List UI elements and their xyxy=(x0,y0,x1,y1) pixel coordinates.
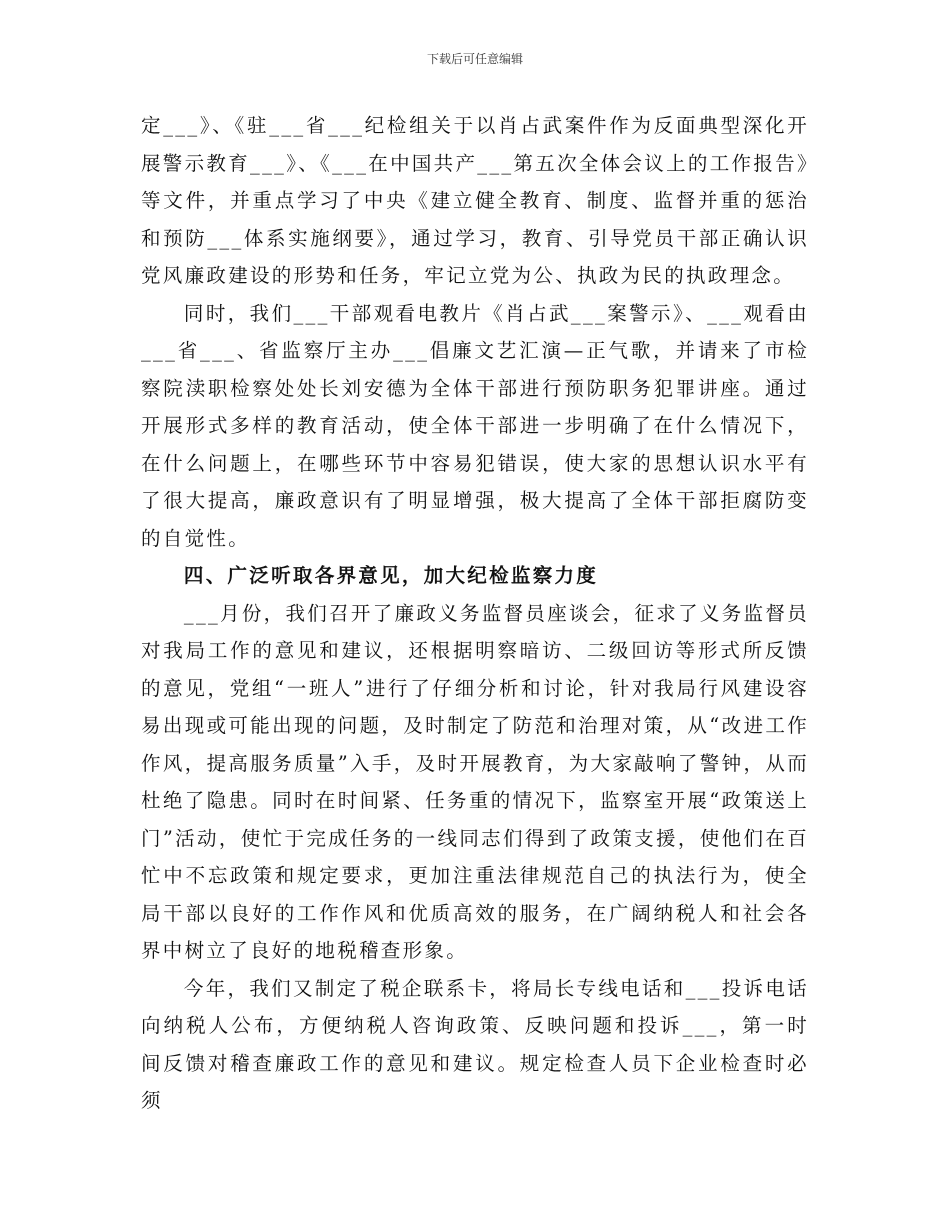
section-heading-four: 四、广泛听取各界意见，加大纪检监察力度 xyxy=(183,564,599,587)
paragraph-supervisor-meeting: ___月份，我们召开了廉政义务监督员座谈会，征求了义务监督员对我局工作的意见和建议，还根据明察暗访、二级回访等形式所反馈的意见，党组“一班人”进行了仔细分析和讨论，针对我局行风建设容易出现或可能出现的问题，及时制定了防范和治理对策，从“改进工作作风，提高服务质量”入手，及时开展教育，为大家敲响了警钟，从而杜绝了隐患。同时在时间紧、任务重的情况下，监察室开展“政策送上门”活动，使忙于完成任务的一线同志们得到了政策支援，使他们在百忙中不忘政策和规定要求，更加注重法律规范自己的执法行为，使全局干部以良好的工作作风和优质高效的服务，在广阔纳税人和社会各界中树立了良好的地税稽查形象。 xyxy=(141,601,809,962)
paragraph-contact-card: 今年，我们又制定了税企联系卡，将局长专线电话和___投诉电话向纳税人公布，方便纳税人咨询政策、反映问题和投诉___，第一时间反馈对稽查廉政工作的意见和建议。规定检查人员下企业检查时必须 xyxy=(141,976,809,1112)
page-header: 下载后可任意编辑 xyxy=(426,52,523,66)
document-body xyxy=(141,107,809,1120)
paragraph-continued-study: 定___》、《驻___省___纪检组关于以肖占武案件作为反面典型深化开展警示教育___》、《___在中国共产___第五次全体会议上的工作报告》等文件，并重点学习了中央《建立健全教育、制度、监督并重的惩治和预防___体系实施纲要》，通过学习，教育、引导党员干部正确认识党风廉政建设的形势和任务，牢记立党为公、执政为民的执政理念。 xyxy=(141,114,809,287)
paragraph-warning-education: 同时，我们___干部观看电教片《肖占武___案警示》、___观看由___省___、省监察厅主办___倡廉文艺汇演—正气歌，并请来了市检察院渎职检察处处长刘安德为全体干部进行预防职务犯罪讲座。通过开展形式多样的教育活动，使全体干部进一步明确了在什么情况下，在什么问题上，在哪些环节中容易犯错误，使大家的思想认识水平有了很大提高，廉政意识有了明显增强，极大提高了全体干部拒腐防变的自觉性。 xyxy=(141,301,809,550)
